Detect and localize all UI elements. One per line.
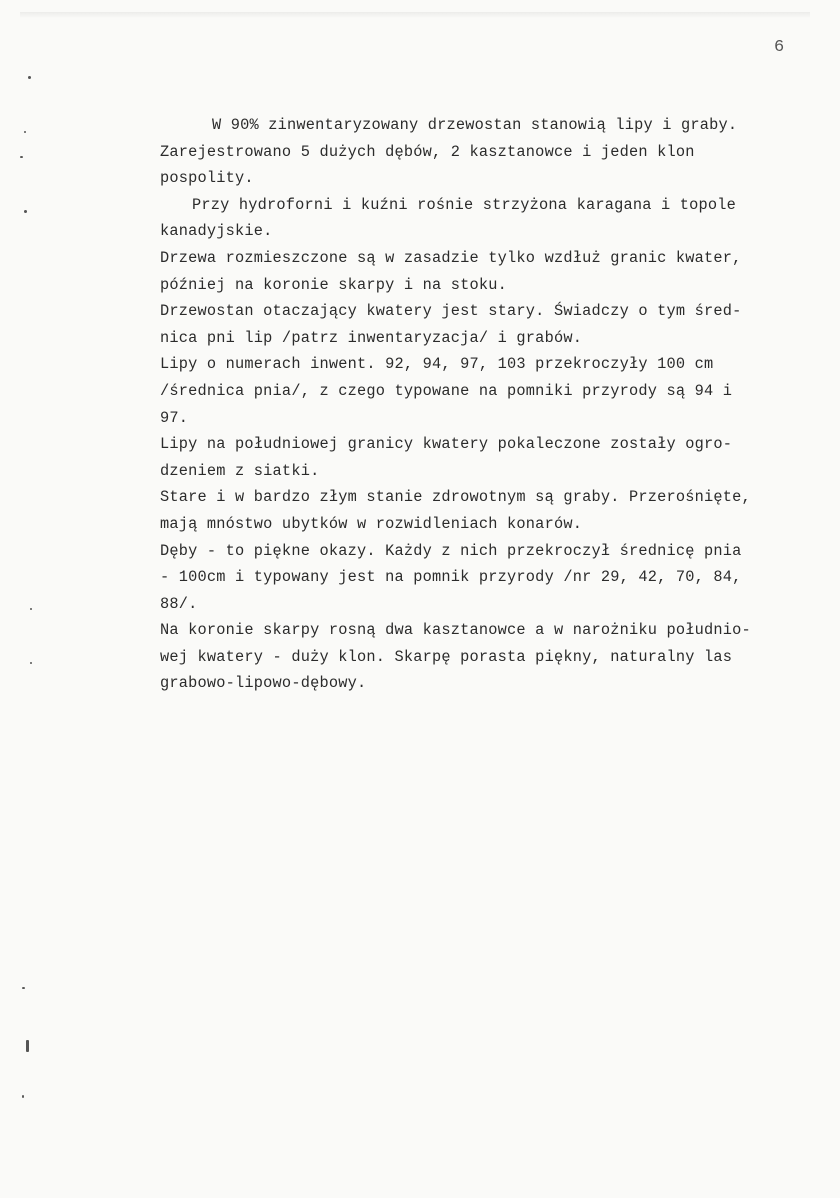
- speck: [20, 156, 23, 158]
- text-line: Drzewa rozmieszczone są w zasadzie tylko wzdłuż granic kwater,: [160, 248, 742, 267]
- text-line: /średnica pnia/, z czego typowane na pomniki przyrody są 94 i: [160, 381, 733, 400]
- page-number: 6: [774, 38, 785, 57]
- text-line: dzeniem z siatki.: [160, 461, 320, 480]
- speck: [26, 1040, 29, 1052]
- text-line: 97.: [160, 408, 189, 427]
- typewritten-text: [160, 112, 820, 697]
- text-line: pospolity.: [160, 169, 254, 188]
- text-line: 88/.: [160, 594, 198, 613]
- text-line: Zarejestrowano 5 dużych dębów, 2 kasztanowce i jeden klon: [160, 142, 695, 161]
- speck: [30, 608, 32, 610]
- text-line: kanadyjskie.: [160, 222, 273, 241]
- speck: [22, 1095, 24, 1098]
- text-line: wej kwatery - duży klon. Skarpę porasta piękny, naturalny las: [160, 647, 733, 666]
- speck: [30, 662, 32, 664]
- text-line: grabowo-lipowo-dębowy.: [160, 674, 367, 693]
- text-line: mają mnóstwo ubytków w rozwidleniach konarów.: [160, 514, 583, 533]
- text-line: W 90% zinwentaryzowany drzewostan stanowią lipy i graby.: [212, 116, 738, 134]
- text-line: później na koronie skarpy i na stoku.: [160, 275, 508, 294]
- text-line: Dęby - to piękne okazy. Każdy z nich przekroczył średnicę pnia: [160, 541, 742, 560]
- text-line: Lipy na południowej granicy kwatery pokaleczone zostały ogro-: [160, 435, 733, 454]
- page-top-edge: [20, 12, 810, 18]
- speck: [28, 76, 31, 79]
- speck: [22, 987, 25, 989]
- speck: [24, 131, 26, 133]
- text-line: Stare i w bardzo złym stanie zdrowotnym są graby. Przerośnięte,: [160, 488, 751, 507]
- text-line: Lipy o numerach inwent. 92, 94, 97, 103 przekroczyły 100 cm: [160, 355, 714, 374]
- text-line: Na koronie skarpy rosną dwa kasztanowce a w narożniku południo-: [160, 621, 751, 640]
- text-line: nica pni lip /patrz inwentaryzacja/ i grabów.: [160, 328, 583, 347]
- text-line: Drzewostan otaczający kwatery jest stary. Świadczy o tym śred-: [160, 302, 742, 321]
- text-line: Przy hydroforni i kuźni rośnie strzyżona karagana i topole: [192, 195, 737, 214]
- speck: [24, 210, 27, 213]
- text-line: - 100cm i typowany jest na pomnik przyrody /nr 29, 42, 70, 84,: [160, 568, 742, 587]
